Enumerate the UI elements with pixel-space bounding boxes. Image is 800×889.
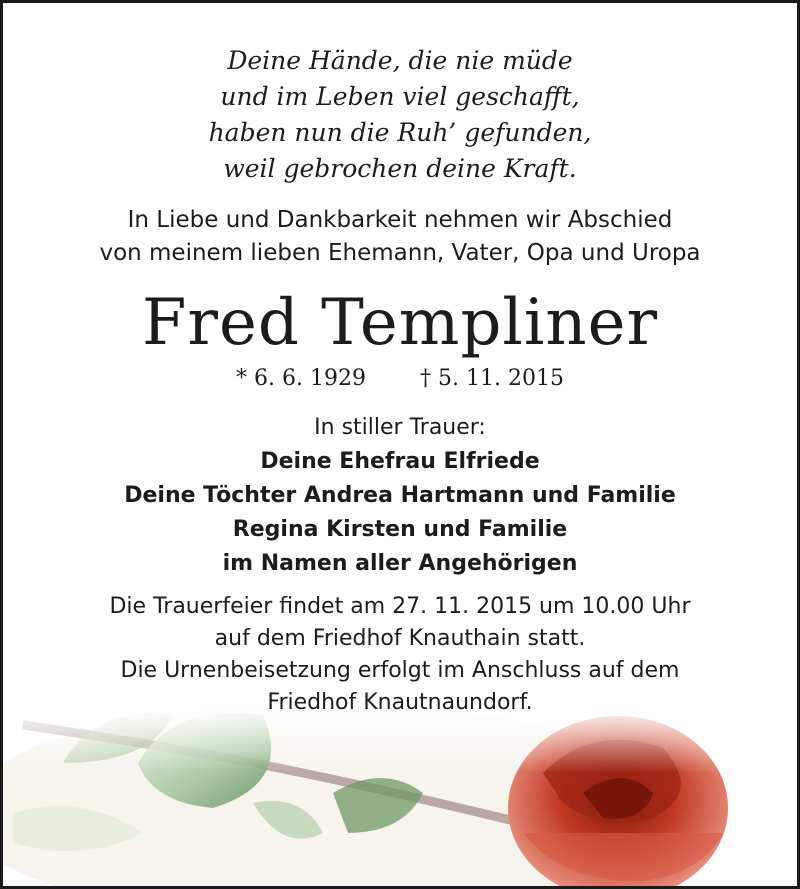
poem-line: und im Leben viel geschafft, <box>220 82 580 111</box>
mourner-line: Regina Kirsten und Familie <box>232 517 568 542</box>
poem-line: Deine Hände, die nie müde <box>227 46 573 75</box>
intro-line: In Liebe und Dankbarkeit nehmen wir Abschied <box>127 207 673 233</box>
service-line: Die Trauerfeier findet am 27. 11. 2015 um 10.00 Uhr <box>109 594 691 619</box>
death-date: † 5. 11. 2015 <box>420 366 564 391</box>
birth-date: * 6. 6. 1929 <box>236 366 366 391</box>
service-line: auf dem Friedhof Knauthain statt. <box>214 626 586 651</box>
notice-text <box>3 3 797 719</box>
poem-line: weil gebrochen deine Kraft. <box>223 154 577 183</box>
service-info <box>3 591 797 719</box>
intro-text <box>3 204 797 270</box>
service-line: Friedhof Knautnaundorf. <box>267 690 533 715</box>
poem-line: haben nun die Ruh’ gefunden, <box>208 118 592 147</box>
mourner-line: Deine Töchter Andrea Hartmann und Familie <box>124 483 676 508</box>
life-dates <box>3 364 797 394</box>
mourner-line: Deine Ehefrau Elfriede <box>260 449 540 474</box>
intro-line: von meinem lieben Ehemann, Vater, Opa und Uropa <box>99 240 701 266</box>
deceased-name: Fred Templiner <box>141 286 659 360</box>
mourner-line: im Namen aller Angehörigen <box>222 551 578 576</box>
mourners-block <box>3 411 797 581</box>
mourning-label: In stiller Trauer: <box>314 415 486 440</box>
poem <box>3 43 797 187</box>
service-line: Die Urnenbeisetzung erfolgt im Anschluss auf dem <box>120 658 680 683</box>
